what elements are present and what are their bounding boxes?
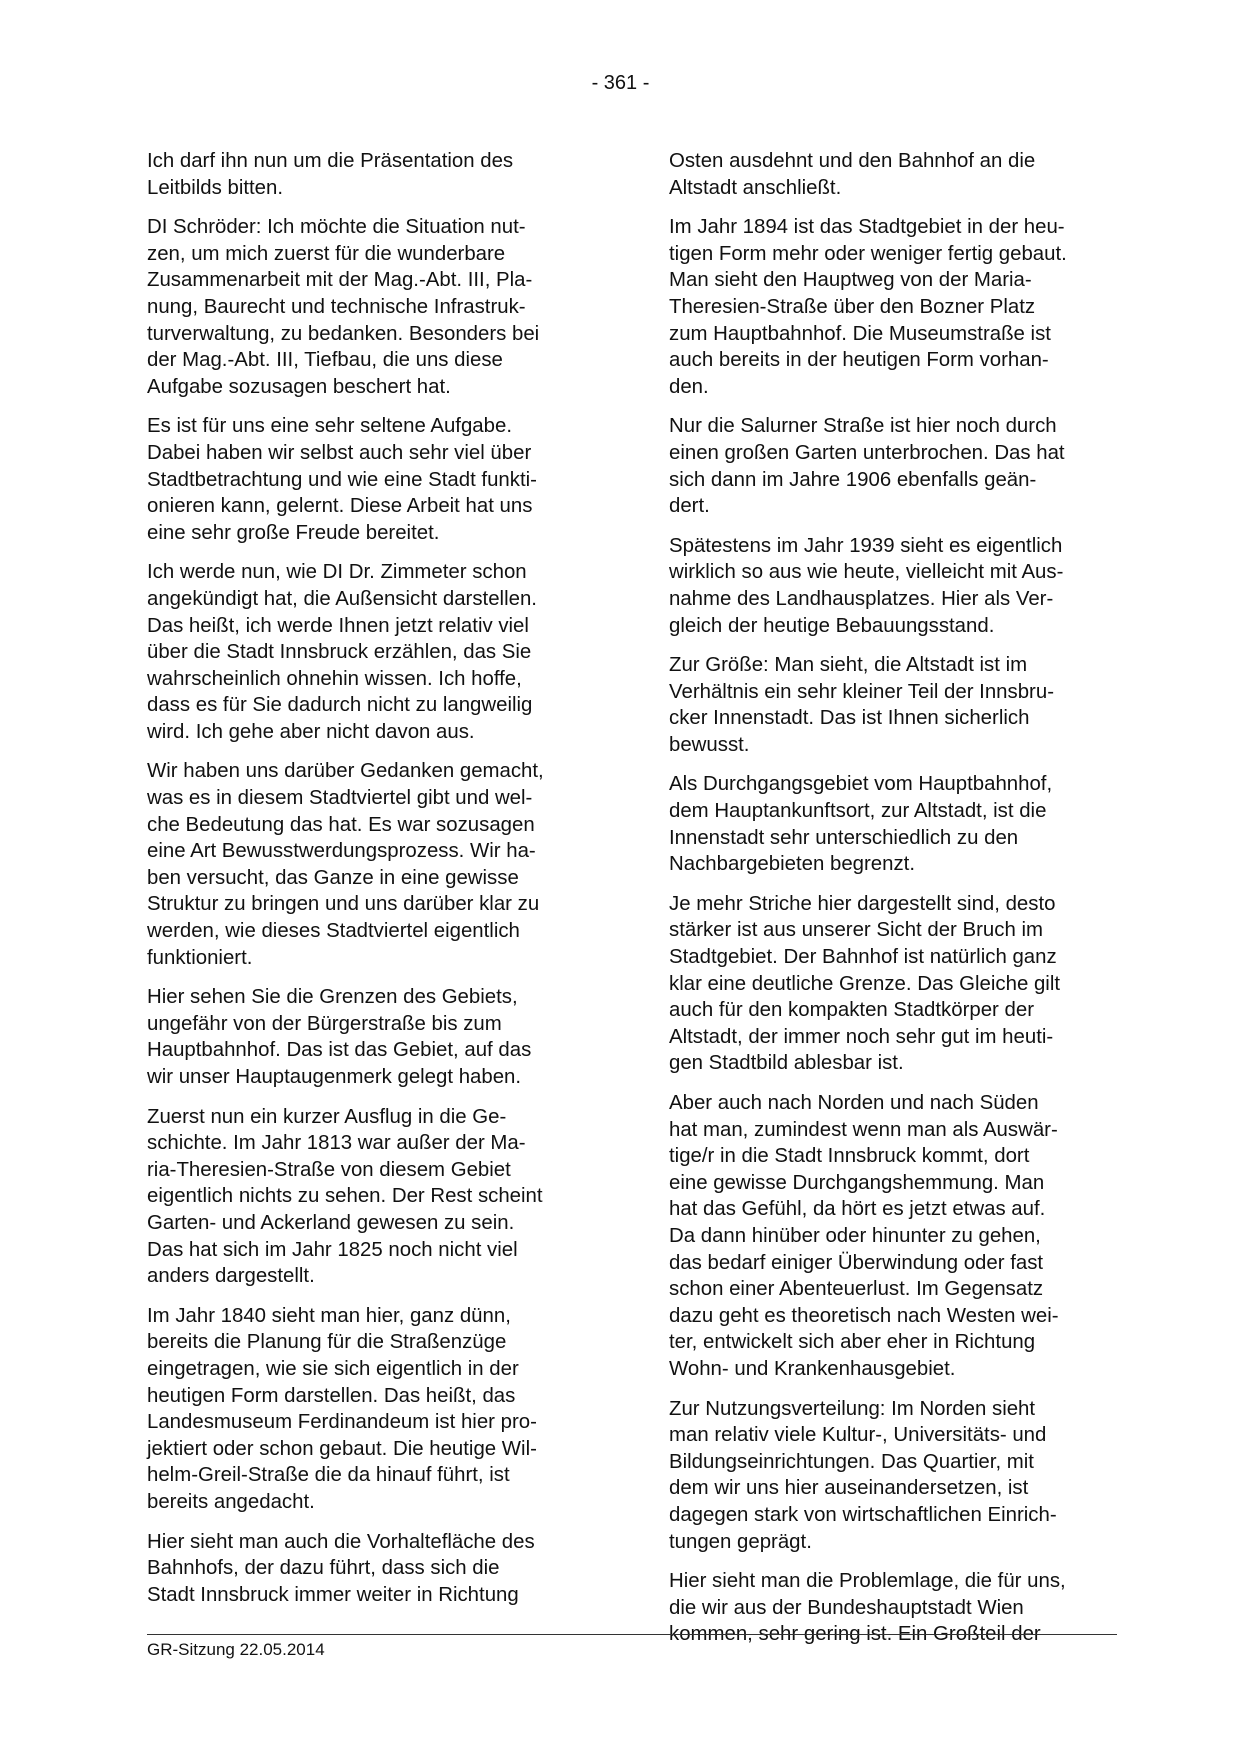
paragraph: Aber auch nach Norden und nach Süden hat man, zumindest wenn man als Auswär- tige/r in die Stadt Innsbruck kommt, dort eine gewisse Durchgangshemmung. Man hat das Gefühl, da hört es jetzt etwas auf. Da dann hinüber oder hinunter zu gehen, das bedarf einiger Überwindung oder fast schon einer Abenteuerlust. Im Gegensatz dazu geht es theoretisch nach Westen wei- ter, entwickelt sich aber eher in Richtung Wohn- und Krankenhausgebiet. [669,1092,1059,1380]
paragraph: Als Durchgangsgebiet vom Hauptbahnhof, dem Hauptankunftsort, zur Altstadt, ist die Innenstadt sehr unterschiedlich zu den Nachbargebieten begrenzt. [669,773,1053,876]
footer-divider [147,1634,1117,1635]
paragraph: Hier sieht man die Problemlage, die für uns, die wir aus der Bundeshauptstadt Wien kommen, sehr gering ist. Ein Großteil der [669,1570,1066,1646]
paragraph: Je mehr Striche hier dargestellt sind, desto stärker ist aus unserer Sicht der Bruch im Stadtgebiet. Der Bahnhof ist natürlich ganz klar eine deutliche Grenze. Das Gleiche gilt auch für den kompakten Stadtkörper der Altstadt, der immer noch sehr gut im heuti- gen Stadtbild ablesbar ist. [669,892,1061,1075]
paragraph: Spätestens im Jahr 1939 sieht es eigentlich wirklich so aus wie heute, vielleicht mit Aus- nahme des Landhausplatzes. Hier als Ver- gleich der heutige Bebauungsstand. [669,534,1064,637]
paragraph: Zuerst nun ein kurzer Ausflug in die Ge- schichte. Im Jahr 1813 war außer der Ma- ria-Theresien-Straße von diesem Gebiet eigentlich nichts zu sehen. Der Rest scheint Garten- und Ackerland gewesen zu sein. Das hat sich im Jahr 1825 noch nicht viel anders dargestellt. [147,1105,543,1288]
paragraph: Im Jahr 1894 ist das Stadtgebiet in der heu- tigen Form mehr oder weniger fertig gebaut. Man sieht den Hauptweg von der Maria- Theresien-Straße über den Bozner Platz zum Hauptbahnhof. Die Museumstraße ist auch bereits in der heutigen Form vorhan- den. [669,216,1067,398]
paragraph: Osten ausdehnt und den Bahnhof an die Altstadt anschließt. [669,150,1036,199]
paragraph: Ich werde nun, wie DI Dr. Zimmeter schon angekündigt hat, die Außensicht darstellen. Das heißt, ich werde Ihnen jetzt relativ viel über die Stadt Innsbruck erzählen, das Sie wahrscheinlich ohnehin wissen. Ich hoffe, dass es für Sie dadurch nicht zu langweilig wird. Ich gehe aber nicht davon aus. [147,561,537,743]
paragraph: Nur die Salurner Straße ist hier noch durch einen großen Garten unterbrochen. Das hat sich dann im Jahre 1906 ebenfalls geän- dert. [669,415,1065,518]
paragraph: Zur Größe: Man sieht, die Altstadt ist im Verhältnis ein sehr kleiner Teil der Innsbru- cker Innenstadt. Das ist Ihnen sicherlich bewusst. [669,654,1054,756]
left-column [147,148,595,1621]
paragraph: Hier sieht man auch die Vorhaltefläche des Bahnhofs, der dazu führt, dass sich die Stadt Innsbruck immer weiter in Richtung [147,1530,535,1606]
paragraph: Wir haben uns darüber Gedanken gemacht, was es in diesem Stadtviertel gibt und wel- che Bedeutung das hat. Es war sozusagen eine Art Bewusstwerdungsprozess. Wir ha- ben versucht, das Ganze in eine gewisse Struktur zu bringen und uns darüber klar zu werden, wie dieses Stadtviertel eigentlich funktioniert. [147,760,544,969]
paragraph: Es ist für uns eine sehr seltene Aufgabe. Dabei haben wir selbst auch sehr viel über Stadtbetrachtung und wie eine Stadt funkti- onieren kann, gelernt. Diese Arbeit hat uns eine sehr große Freude bereitet. [147,415,537,544]
footer-session-date: GR-Sitzung 22.05.2014 [147,1640,325,1659]
right-column [669,148,1117,1661]
page-number: - 361 - [591,72,650,94]
paragraph: Zur Nutzungsverteilung: Im Norden sieht man relativ viele Kultur-, Universitäts- und Bildungseinrichtungen. Das Quartier, mit dem wir uns hier auseinandersetzen, ist dagegen stark von wirtschaftlichen Einrich- tungen geprägt. [669,1397,1057,1553]
paragraph: Ich darf ihn nun um die Präsentation des Leitbilds bitten. [147,150,514,199]
paragraph: Im Jahr 1840 sieht man hier, ganz dünn, bereits die Planung für die Straßenzüge eingetragen, wie sie sich eigentlich in der heutigen Form darstellen. Das heißt, das Landesmuseum Ferdinandeum ist hier pro- jektiert oder schon gebaut. Die heutige Wil- helm-Greil-Straße die da hinauf führt, ist bereits angedacht. [147,1304,537,1513]
paragraph: DI Schröder: Ich möchte die Situation nut- zen, um mich zuerst für die wunderbare Zusammenarbeit mit der Mag.-Abt. III, Pla- nung, Baurecht und technische Infrastruk- turverwaltung, zu bedanken. Besonders bei der Mag.-Abt. III, Tiefbau, die uns diese Aufgabe sozusagen beschert hat. [147,216,540,398]
paragraph: Hier sehen Sie die Grenzen des Gebiets, ungefähr von der Bürgerstraße bis zum Hauptbahnhof. Das ist das Gebiet, auf das wir unser Hauptaugenmerk gelegt haben. [147,986,532,1088]
